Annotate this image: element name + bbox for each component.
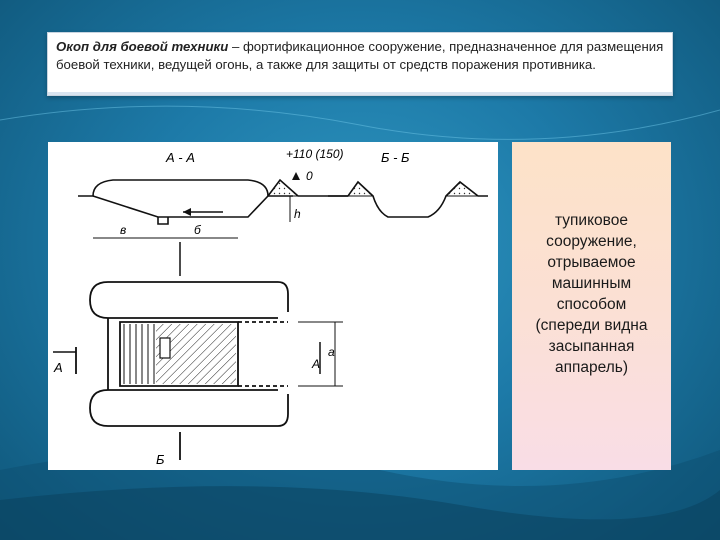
- caption-line: аппарель): [554, 359, 629, 376]
- caption-box: [512, 142, 671, 470]
- zero-label: 0: [306, 169, 313, 183]
- caption-line: способом: [556, 296, 627, 313]
- a-dim-label: а: [328, 345, 335, 359]
- caption-line: (спереди видна: [535, 317, 648, 334]
- b-label: б: [194, 223, 201, 237]
- caption-line: засыпанная: [548, 338, 635, 355]
- section-bb-label: Б - Б: [381, 150, 410, 165]
- definition-term: Окоп для боевой техники: [56, 39, 229, 54]
- section-a-right-label: А: [312, 357, 321, 371]
- section-aa-profile: [78, 180, 348, 224]
- section-a-left-label: А: [54, 360, 63, 375]
- section-aa-label: А - А: [166, 150, 195, 165]
- elevation-label: +110 (150): [286, 147, 344, 161]
- trench-diagram: [48, 142, 498, 470]
- h-label: h: [294, 207, 301, 221]
- caption-line: тупиковое: [555, 212, 628, 229]
- caption-line: отрываемое: [547, 254, 636, 271]
- caption-line: сооружение,: [546, 233, 637, 250]
- definition-box: [47, 32, 673, 96]
- definition-text: – фортификационное сооружение, предназначенное для размещения боевой техники, ведущей огонь, а также для защиты от средств поражения противника.: [56, 39, 664, 72]
- v-label: в: [120, 223, 127, 237]
- section-b-bottom-label: Б: [156, 452, 165, 467]
- caption-line: машинным: [551, 275, 632, 292]
- trench-drawing: [48, 142, 498, 470]
